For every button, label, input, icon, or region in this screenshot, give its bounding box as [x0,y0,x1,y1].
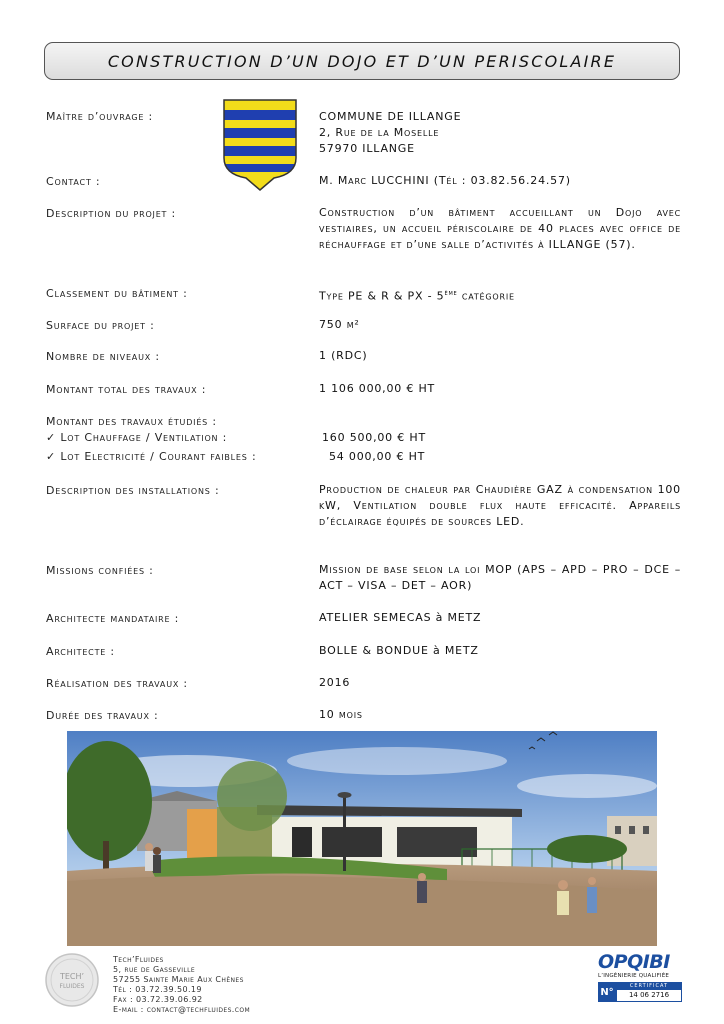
certificate-label: CERTIFICAT [617,983,681,990]
surface-label: Surface du projet : [46,319,155,332]
contact-label: Contact : [46,175,101,188]
check-icon: ✓ [46,450,61,463]
missions-label: Missions confiées : [46,564,154,577]
duree-label: Durée des travaux : [46,709,159,722]
missions-value: Mission de base selon la loi MOP (APS – APD – PRO – DCE – ACT – VISA – DET – AOR) [319,563,681,592]
check-icon: ✓ [46,431,61,444]
page-title: CONSTRUCTION D’UN DOJO ET D’UN PERISCOLAIRE [107,51,617,71]
duree-value: 10 mois [319,708,363,721]
svg-text:FLUIDES: FLUIDES [59,983,85,990]
company-footer [113,955,250,1015]
installations-value: Production de chaleur par Chaudière GAZ à condensation 100 kW, Ventilation double flux haute efficacité. Appareils d’éclairage équipés de sources LED. [319,483,681,528]
company-fax: Fax : 03.72.39.06.92 [113,995,203,1004]
svg-text:TECH’: TECH’ [59,972,85,981]
certificate-number: 14 06 2716 [628,991,670,999]
contact-value: M. Marc LUCCHINI (Tél : 03.82.56.24.57) [319,174,571,187]
realisation-value: 2016 [319,676,351,689]
niveaux-value: 1 (RDC) [319,349,368,362]
company-address-2: 57255 Sainte Marie Aux Chênes [113,975,244,984]
description-value: Construction d’un bâtiment accueillant un Dojo avec vestiaires, un accueil périscolaire de 40 places avec office de réchauffage et d’une salle d’activités à ILLANGE (57). [319,206,681,251]
opqibi-brand: OPQIBI [598,951,670,973]
architecte-mandataire-label: Architecte mandataire : [46,612,180,625]
opqibi-tagline: L’INGÉNIERIE QUALIFIÉE [598,973,670,979]
company-tel: Tél : 03.72.39.50.19 [113,985,202,994]
building-rendering [67,731,657,946]
lot2-label: ✓ Lot Electricité / Courant faibles : [46,450,257,463]
lot1-value: 160 500,00 € HT [322,431,426,444]
installations-label: Description des installations : [46,484,220,497]
maitre-address: 2, Rue de la Moselle [319,126,440,139]
company-email[interactable]: E-mail : contact@techfluides.com [113,1005,251,1014]
architecte-mandataire-value: ATELIER SEMECAS à METZ [319,611,482,624]
montant-label: Montant total des travaux : [46,383,207,396]
techfluides-logo-icon [44,952,100,1008]
niveaux-label: Nombre de niveaux : [46,350,160,363]
lot1-label: ✓ Lot Chauffage / Ventilation : [46,431,228,444]
opqibi-certification [598,952,682,1008]
certificate-number-prefix: N° [598,982,616,1002]
company-name: Tech’Fluides [113,955,164,964]
architecte-value: BOLLE & BONDUE à METZ [319,644,479,657]
maitre-city: 57970 ILLANGE [319,142,415,155]
classement-value: Type PE & R & PX - 5ème catégorie [319,289,515,303]
commune-crest-icon [222,98,298,194]
lot2-value: 54 000,00 € HT [329,450,426,463]
description-label: Description du projet : [46,207,177,220]
certificate-box [598,982,682,1002]
realisation-label: Réalisation des travaux : [46,677,188,690]
classement-label: Classement du bâtiment : [46,287,188,300]
surface-value: 750 m² [319,318,360,331]
montant-value: 1 106 000,00 € HT [319,382,436,395]
maitre-label: Maître d’ouvrage : [46,110,154,123]
architecte-label: Architecte : [46,645,115,658]
company-address-1: 5, rue de Gasseville [113,965,196,974]
maitre-name: COMMUNE DE ILLANGE [319,110,462,123]
etudies-label: Montant des travaux étudiés : [46,415,217,428]
title-banner [44,42,680,80]
